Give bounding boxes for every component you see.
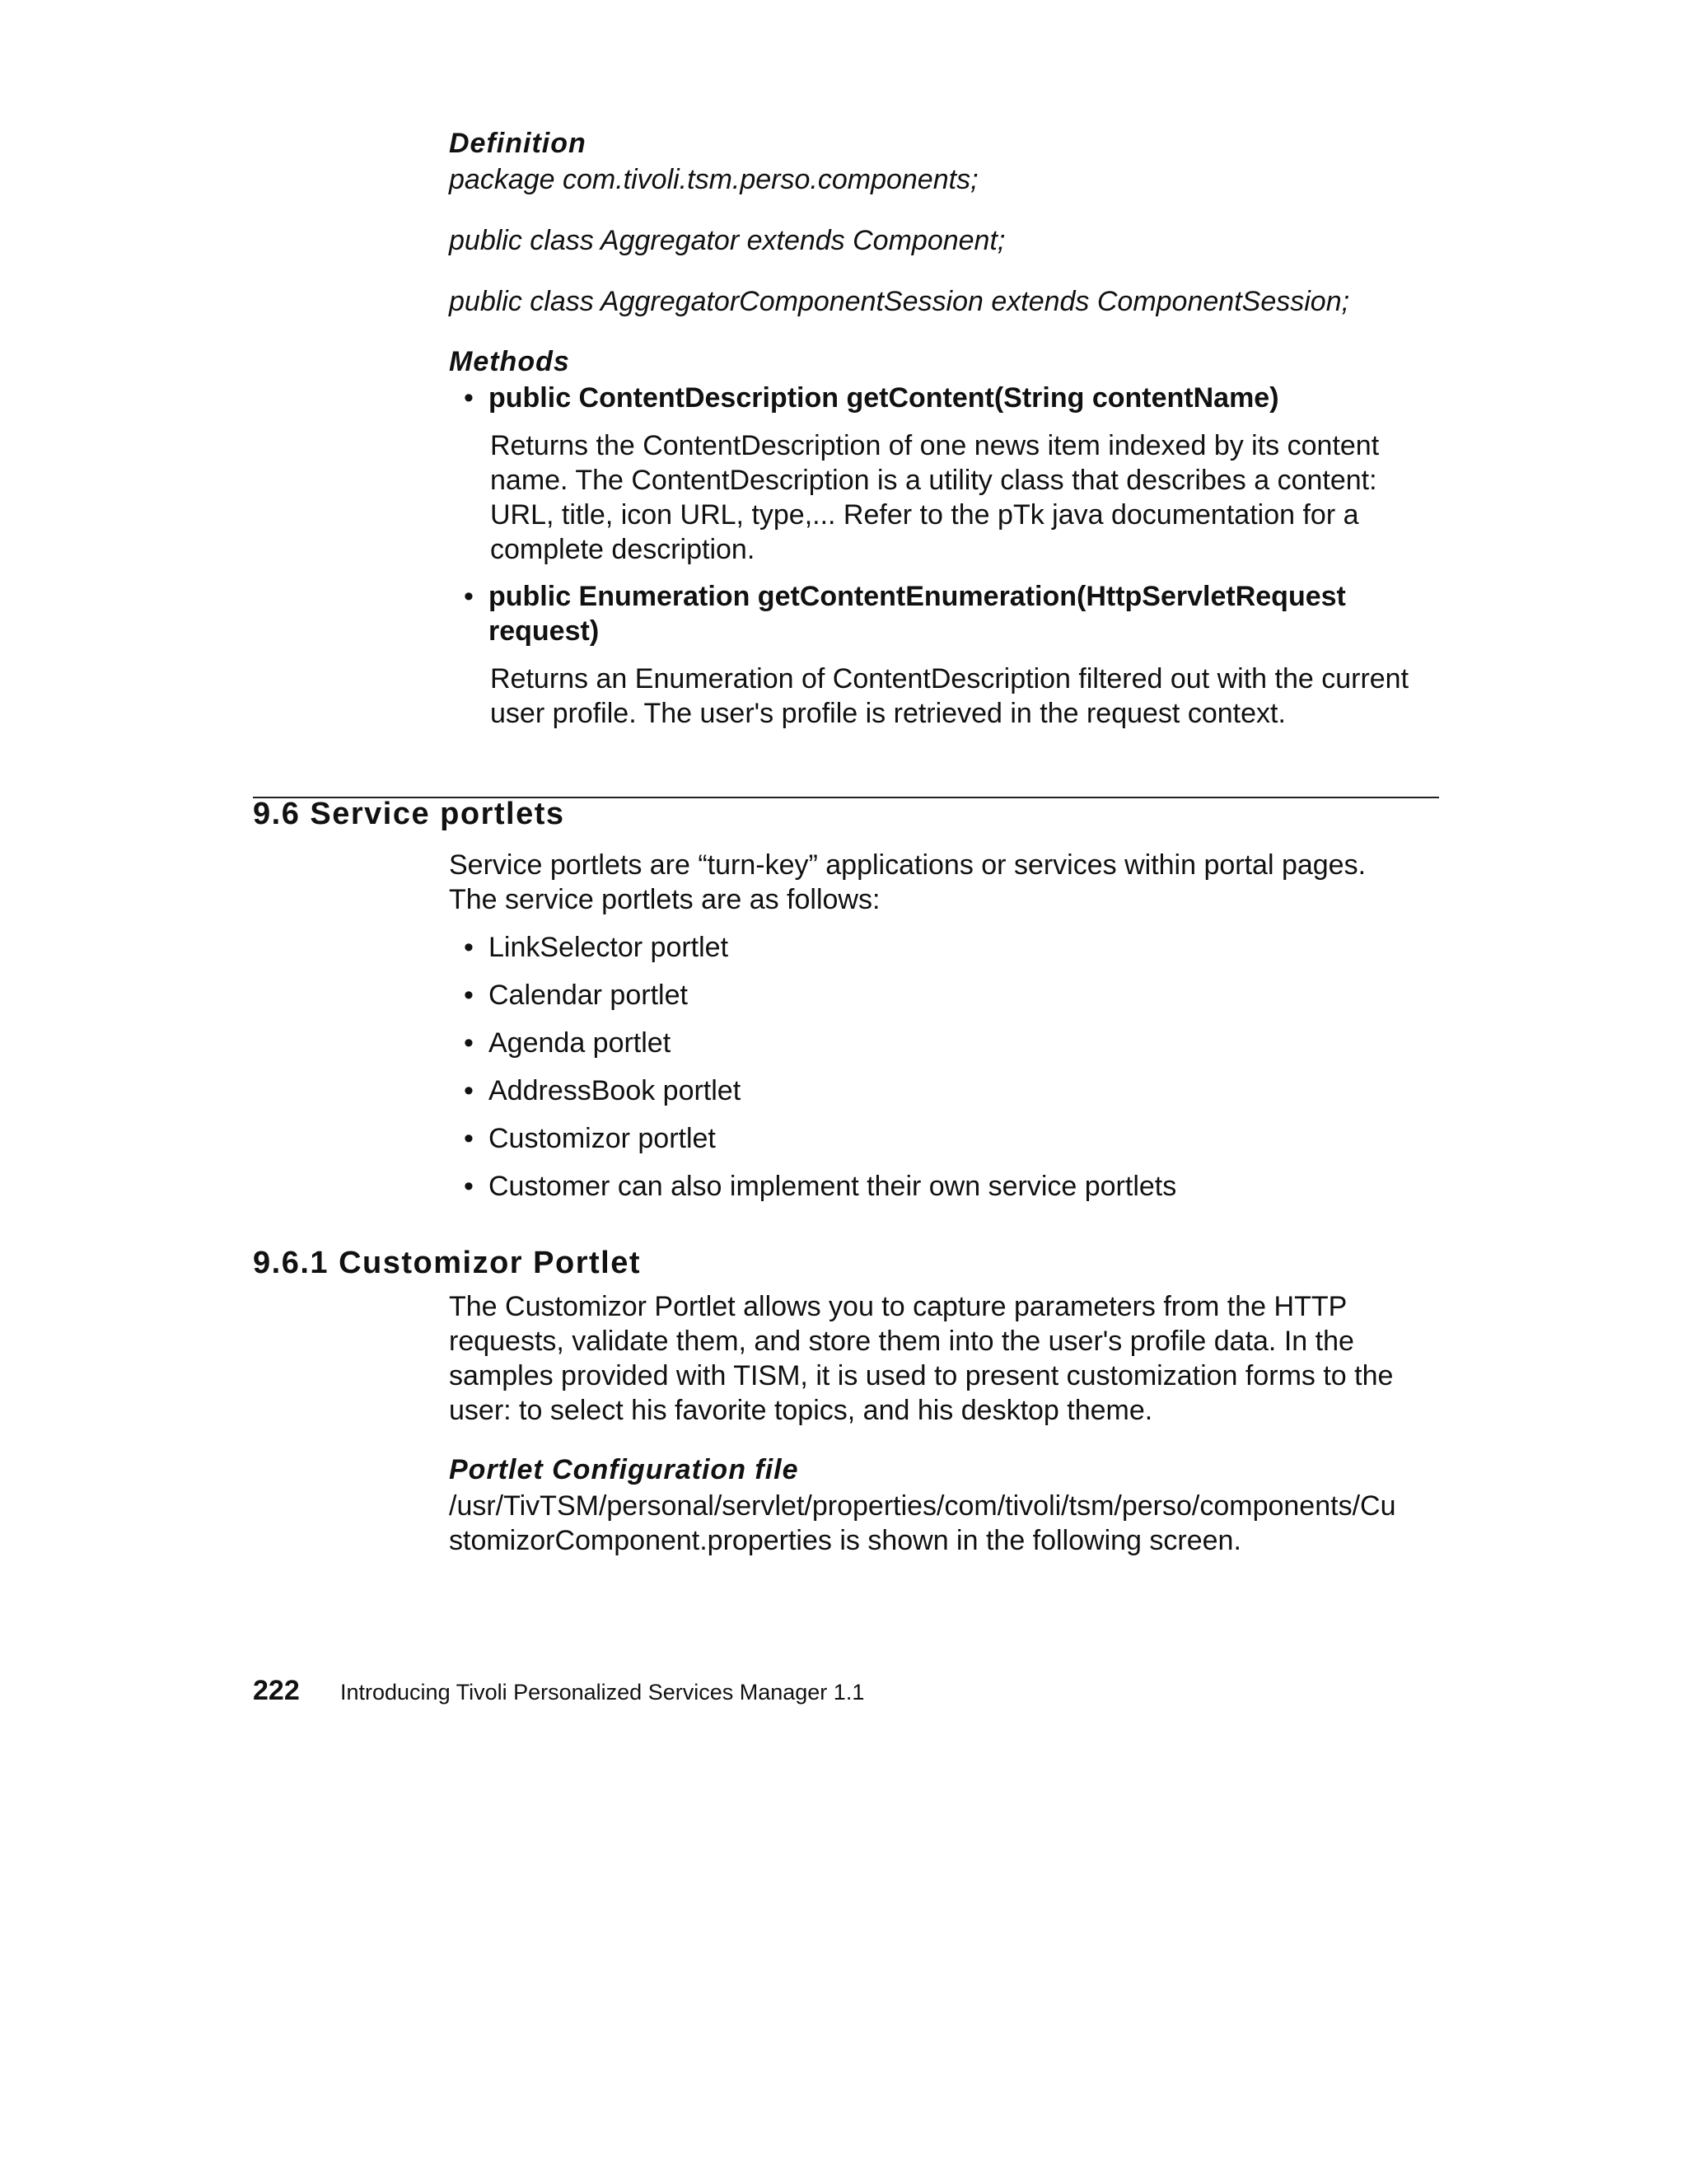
description-line: complete description. [490, 534, 755, 565]
page-number: 222 [253, 1675, 300, 1706]
list-item-calendar: Calendar portlet [488, 980, 688, 1011]
config-file-heading: Portlet Configuration file [449, 1454, 799, 1485]
portlet-bullet: • [464, 932, 474, 963]
portlet-bullet: • [464, 1027, 474, 1059]
method-signature-getcontent: public ContentDescription getContent(String contentName) [488, 382, 1279, 414]
definition-heading: Definition [449, 128, 586, 159]
method-description-getcontent [490, 428, 1446, 567]
list-item-custom-portlets: Customer can also implement their own service portlets [488, 1171, 1177, 1202]
config-line: stomizorComponent.properties is shown in the following screen. [449, 1525, 1241, 1556]
config-line: /usr/TivTSM/personal/servlet/properties/com/tivoli/tsm/perso/components/Cu [449, 1490, 1396, 1522]
portlet-bullet: • [464, 1123, 474, 1154]
list-item-agenda: Agenda portlet [488, 1027, 671, 1059]
customizor-body [449, 1289, 1404, 1428]
list-item-linkselector: LinkSelector portlet [488, 932, 729, 963]
method-signature-getcontentenumeration: public Enumeration getContentEnumeration(HttpServletRequest [488, 581, 1346, 612]
portlet-bullet: • [464, 980, 474, 1011]
method-bullet-1: • [464, 382, 474, 414]
description-line: URL, title, icon URL, type,... Refer to the pTk java documentation for a [490, 499, 1359, 531]
definition-package-line: package com.tivoli.tsm.perso.components; [449, 164, 979, 195]
list-item-addressbook: AddressBook portlet [488, 1075, 741, 1106]
description-line: Returns the ContentDescription of one news item indexed by its content [490, 430, 1380, 461]
config-file-path [449, 1489, 1404, 1558]
section-heading-9-6-1: 9.6.1 Customizor Portlet [253, 1246, 641, 1280]
description-line: Returns an Enumeration of ContentDescription filtered out with the current [490, 663, 1409, 694]
description-line: name. The ContentDescription is a utility class that describes a content: [490, 465, 1377, 496]
body-line: user: to select his favorite topics, and his desktop theme. [449, 1395, 1153, 1426]
description-line: user profile. The user's profile is retrieved in the request context. [490, 698, 1286, 729]
method-signature-getcontentenumeration-cont: request) [488, 615, 600, 647]
method-bullet-2: • [464, 581, 474, 612]
portlet-bullet: • [464, 1075, 474, 1106]
service-portlets-intro-line: Service portlets are “turn-key” applications or services within portal pages. [449, 849, 1367, 881]
definition-session-class-line: public class AggregatorComponentSession extends ComponentSession; [449, 286, 1350, 317]
body-line: requests, validate them, and store them into the user's profile data. In the [449, 1326, 1354, 1357]
portlet-bullet: • [464, 1171, 474, 1202]
book-title: Introducing Tivoli Personalized Services Manager 1.1 [340, 1680, 865, 1705]
service-portlets-intro-line: The service portlets are as follows: [449, 884, 881, 915]
method-description-getcontentenumeration [490, 662, 1446, 731]
section-heading-9-6: 9.6 Service portlets [253, 797, 565, 831]
definition-class-line: public class Aggregator extends Component; [449, 225, 1006, 256]
body-line: samples provided with TISM, it is used to present customization forms to the [449, 1360, 1394, 1391]
methods-heading: Methods [449, 346, 570, 377]
body-line: The Customizor Portlet allows you to capture parameters from the HTTP [449, 1291, 1348, 1322]
list-item-customizor: Customizor portlet [488, 1123, 716, 1154]
